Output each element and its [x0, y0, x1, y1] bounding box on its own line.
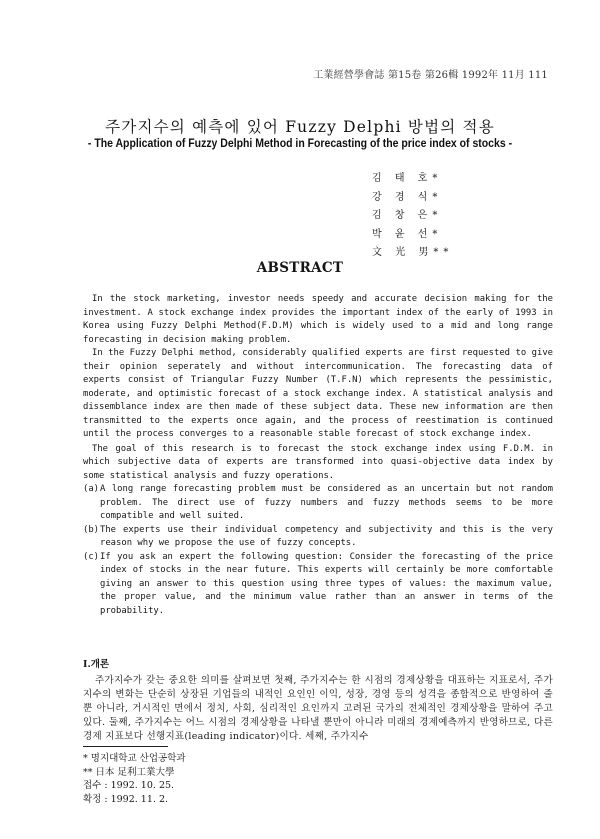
footnotes — [83, 752, 186, 806]
list-item-text: The experts use their individual competency and subjectivity and this is the very reason why we propose the use of fuzzy concepts. — [100, 524, 553, 548]
abstract-body — [83, 293, 553, 618]
footnote: ** 日本 足利工業大學 — [83, 766, 175, 778]
title-korean: 주가지수의 예측에 있어 Fuzzy Delphi 방법의 적용 — [105, 118, 495, 136]
abstract-list-item — [83, 483, 553, 524]
footnote-divider — [83, 746, 168, 747]
section-introduction — [83, 658, 553, 744]
section-body: 주가지수가 갖는 중요한 의미를 살펴보면 첫째, 주가지수는 한 시점의 경제상황을 대표하는 지표로서, 주가지수의 변화는 단순히 상장된 기업들의 내적인 요인인 이익, 성장, 경영 등의 성격을 종합적으로 반영하여 줄 뿐 아니라, 거시적인 면에서 정치, 사회, 심리적인 요인까지 고려된 국가의 전체적인 경제상황을 말하여 주고 있다. 둘째, 주가지수는 어느 시점의 경제상황을 나타낼 뿐만이 아니라 미래의 경제예측까지 반영하므로, 다른경제 지표보다 선행지표(leading indicator)이다. 세째, 주가지수 — [83, 675, 553, 742]
abstract-heading: ABSTRACT — [256, 260, 344, 276]
author-name: 김 창 은* — [372, 210, 443, 221]
list-item-text: If you ask an expert the following question: Consider the forecasting of the price index of stocks in the near future. This experts will certainly be more comfortable giving an answer to this question using three types of values: the maximum value, the proper value, and the minimum value rather than an answer in terms of the probability. — [100, 551, 553, 616]
author-name: 김 태 호* — [372, 173, 443, 184]
section-heading: Ⅰ.개론 — [83, 659, 110, 670]
abstract-list-item — [83, 551, 553, 619]
abstract-list-item — [83, 524, 553, 551]
list-item-label: (b) — [83, 524, 100, 535]
author-name: 강 경 식* — [372, 191, 443, 203]
abstract-paragraph: The goal of this research is to forecast the stock exchange index using F.D.M. in which subjective data of experts are transformed into quasi-objective data index by some statistical analysis and fuzzy operations. — [83, 443, 553, 481]
list-item-label: (a) — [83, 484, 100, 494]
author-name: 文 光 男** — [372, 247, 454, 258]
title-english: - The Application of Fuzzy Delphi Method in Forecasting of the price index of stocks - — [87, 136, 513, 150]
author-list — [372, 170, 453, 263]
abstract-paragraph: In the Fuzzy Delphi method, considerably qualified experts are first requested to give their opinion seperately and without intercommunication. The forecasting data of experts consist of Triangular Fuzzy Number (T.F.N) which represents the pessimistic, moderate, and optimistic forecast of a stock exchange index. A statistical analysis and dissemblance index are then made of these subject data. These new information are then transmitted to the experts once again, and the process of reestimation is continued until the process converges to a reasonable stable forecast of stock exchange index. — [83, 348, 553, 439]
list-item-label: (c) — [83, 551, 100, 562]
footnote: 접수 : 1992. 10. 25. — [83, 780, 175, 791]
journal-header: 工業經營學會誌 第15卷 第26輯 1992年 11月 111 — [313, 70, 548, 81]
list-item-text: A long range forecasting problem must be considered as an uncertain but not random problem. The direct use of fuzzy numbers and fuzzy methods seems to be more compatible and well suited. — [100, 484, 553, 521]
footnote: * 명지대학교 산업공학과 — [83, 753, 186, 764]
abstract-paragraph: In the stock marketing, investor needs speedy and accurate decision making for the investment. A stock exchange index provides the important index of the early of 1993 in Korea using Fuzzy Delphi Method(F.D.M) which is widely used to a mid and long range forecasting in decision making problem. — [83, 294, 553, 345]
footnote: 확정 : 1992. 11. 2. — [83, 793, 169, 805]
author-name: 박 윤 선* — [372, 228, 443, 240]
